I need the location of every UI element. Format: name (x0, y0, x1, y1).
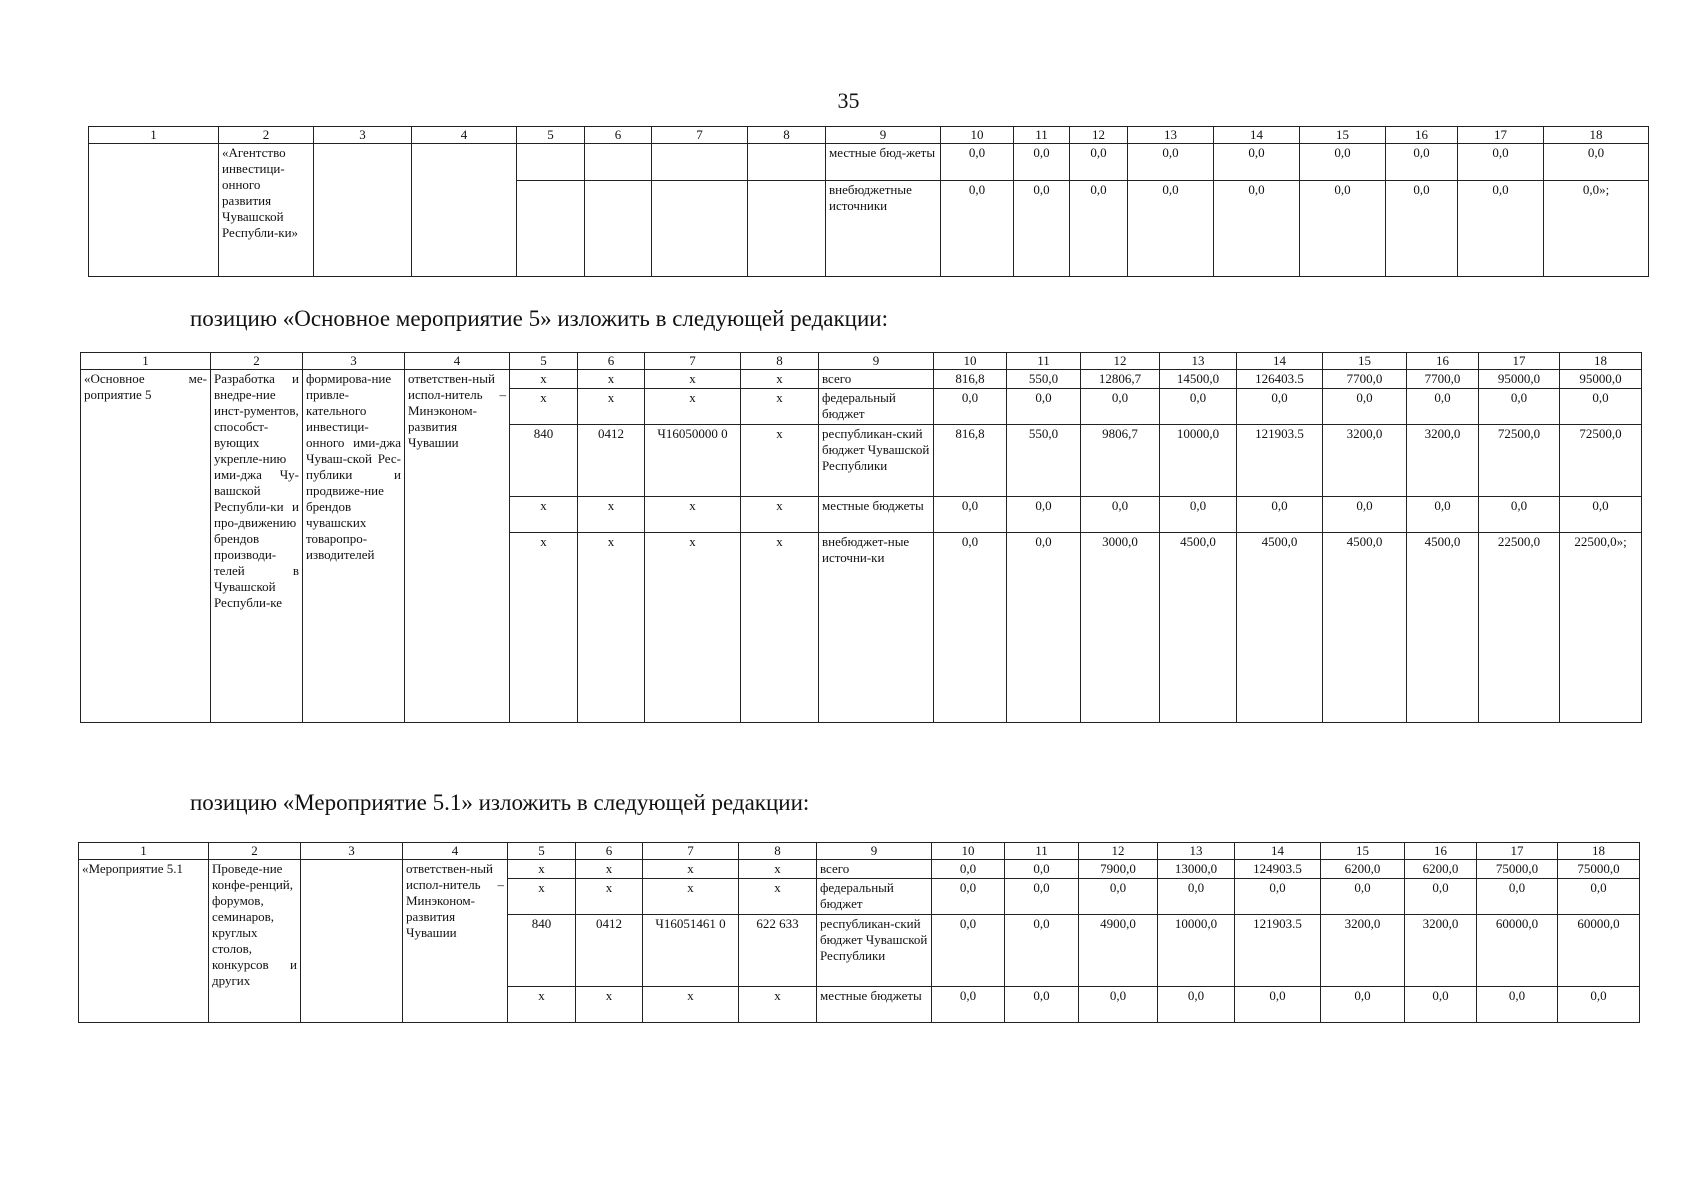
cell-value: 0,0 (1160, 389, 1237, 425)
cell-value: 121903.5 (1237, 425, 1323, 497)
cell-value: 7700,0 (1407, 370, 1479, 389)
cell-value: 0,0 (1081, 389, 1160, 425)
cell-value: 0,0 (1235, 987, 1321, 1023)
cell-col8: 622 633 (739, 915, 817, 987)
cell-activity-goal (301, 860, 403, 1023)
cell-col5 (517, 144, 585, 181)
cell-activity-description: Разработка и внедре-ние инст-рументов, способст-вующих укрепле-нию ими-джа Чу-вашской Республи-ки и про-движению брендов производи-телей в Чувашской Республи-ке (211, 370, 303, 723)
cell-col7: х (645, 389, 741, 425)
cell-col6: х (576, 879, 643, 915)
cell-value: 60000,0 (1477, 915, 1558, 987)
cell-value: 0,0 (1477, 987, 1558, 1023)
column-number-cell: 6 (585, 127, 652, 144)
cell-value: 4500,0 (1407, 533, 1479, 723)
cell-value: 0,0 (1407, 389, 1479, 425)
cell-value: 75000,0 (1558, 860, 1640, 879)
column-number-cell: 7 (652, 127, 748, 144)
column-number-cell: 6 (578, 353, 645, 370)
cell-value: 0,0 (1160, 497, 1237, 533)
column-number-cell: 1 (79, 843, 209, 860)
cell-value: 0,0 (1237, 497, 1323, 533)
cell-value: 13000,0 (1158, 860, 1235, 879)
cell-value: 6200,0 (1321, 860, 1405, 879)
cell-col7: х (645, 497, 741, 533)
column-number-cell: 17 (1477, 843, 1558, 860)
column-number-cell: 17 (1458, 127, 1544, 144)
cell-executor-agency: «Агентство инвестици-онного развития Чувашской Республи-ки» (219, 144, 314, 277)
column-number-cell: 5 (517, 127, 585, 144)
cell-value: 72500,0 (1479, 425, 1560, 497)
cell-value: 0,0 (934, 533, 1007, 723)
cell-value: 14500,0 (1160, 370, 1237, 389)
column-number-cell: 15 (1321, 843, 1405, 860)
column-number-cell: 11 (1007, 353, 1081, 370)
column-number-cell: 14 (1237, 353, 1323, 370)
cell-col5 (517, 180, 585, 276)
cell-value: 3200,0 (1407, 425, 1479, 497)
cell-value: 0,0 (932, 879, 1005, 915)
cell-value: 0,0 (1007, 533, 1081, 723)
column-number-cell: 12 (1079, 843, 1158, 860)
cell-value: 0,0 (1005, 915, 1079, 987)
column-number-cell: 5 (510, 353, 578, 370)
cell-col5: х (510, 533, 578, 723)
column-number-cell: 18 (1558, 843, 1640, 860)
cell-value: 0,0 (1458, 144, 1544, 181)
cell-col8: х (739, 879, 817, 915)
heading-activity-5-1: позицию «Мероприятие 5.1» изложить в следующей редакции: (190, 790, 810, 815)
column-number-cell: 3 (301, 843, 403, 860)
column-number-cell: 9 (826, 127, 941, 144)
cell-responsible-executor: ответствен-ный испол-нитель – Минэконом-развития Чувашии (405, 370, 510, 723)
cell-value: 10000,0 (1158, 915, 1235, 987)
cell-value: 0,0 (1070, 144, 1128, 181)
cell-source: местные бюд-жеты (826, 144, 941, 181)
cell-value: 0,0 (932, 987, 1005, 1023)
cell-col7: Ч16051461 0 (643, 915, 739, 987)
column-number-cell: 12 (1070, 127, 1128, 144)
cell-value: 0,0 (1007, 389, 1081, 425)
column-number-cell: 11 (1005, 843, 1079, 860)
cell-value: 0,0 (1235, 879, 1321, 915)
cell-value: 0,0 (1321, 987, 1405, 1023)
cell-value: 0,0 (1558, 879, 1640, 915)
cell-col8: х (741, 425, 819, 497)
cell-source: всего (819, 370, 934, 389)
cell-value: 0,0 (1005, 987, 1079, 1023)
cell-value: 0,0 (1005, 860, 1079, 879)
column-number-cell: 10 (932, 843, 1005, 860)
cell-col6 (585, 180, 652, 276)
cell-source: местные бюджеты (819, 497, 934, 533)
cell-value: 3200,0 (1405, 915, 1477, 987)
cell-value: 124903.5 (1235, 860, 1321, 879)
cell-value: 0,0»; (1544, 180, 1649, 276)
column-number-cell: 12 (1081, 353, 1160, 370)
column-number-cell: 8 (748, 127, 826, 144)
cell-col7: х (643, 860, 739, 879)
cell-source: республикан-ский бюджет Чувашской Республики (819, 425, 934, 497)
column-number-cell: 11 (1014, 127, 1070, 144)
cell-value: 0,0 (941, 144, 1014, 181)
cell-col5: 840 (508, 915, 576, 987)
cell-col6: 0412 (576, 915, 643, 987)
cell-value: 10000,0 (1160, 425, 1237, 497)
cell-col5: 840 (510, 425, 578, 497)
cell-value: 4900,0 (1079, 915, 1158, 987)
cell-value: 0,0 (1214, 180, 1300, 276)
column-number-cell: 1 (81, 353, 211, 370)
cell-col6: х (576, 987, 643, 1023)
cell-col8: х (739, 987, 817, 1023)
page-number: 35 (837, 88, 860, 113)
cell-value: 0,0 (1479, 389, 1560, 425)
cell-source: внебюджетные источники (826, 180, 941, 276)
cell-activity-name: «Основное ме-роприятие 5 (81, 370, 211, 723)
cell-value: 550,0 (1007, 370, 1081, 389)
column-number-cell: 14 (1235, 843, 1321, 860)
cell-col6 (585, 144, 652, 181)
cell-value: 0,0 (1081, 497, 1160, 533)
cell-value: 0,0 (1477, 879, 1558, 915)
column-number-cell: 9 (819, 353, 934, 370)
cell-value: 0,0 (1386, 180, 1458, 276)
column-number-cell: 15 (1323, 353, 1407, 370)
cell-col7: х (645, 370, 741, 389)
cell-col3 (314, 144, 412, 277)
column-number-cell: 14 (1214, 127, 1300, 144)
cell-source: республикан-ский бюджет Чувашской Республики (817, 915, 932, 987)
column-number-row (89, 127, 1649, 144)
column-number-cell: 13 (1128, 127, 1214, 144)
cell-value: 0,0 (1405, 879, 1477, 915)
column-number-cell: 4 (412, 127, 517, 144)
cell-col5: х (510, 497, 578, 533)
cell-col7: Ч16050000 0 (645, 425, 741, 497)
cell-value: 0,0 (1214, 144, 1300, 181)
column-number-cell: 8 (739, 843, 817, 860)
cell-value: 4500,0 (1323, 533, 1407, 723)
column-number-cell: 18 (1544, 127, 1649, 144)
table-main-activity-5 (80, 352, 1642, 723)
cell-activity-description: Проведе-ние конфе-ренций, форумов, семинаров, круглых столов, конкурсов и других (209, 860, 301, 1023)
cell-value: 550,0 (1007, 425, 1081, 497)
cell-col7 (652, 180, 748, 276)
cell-value: 0,0 (1405, 987, 1477, 1023)
column-number-row (79, 843, 1640, 860)
cell-value: 12806,7 (1081, 370, 1160, 389)
cell-source: внебюджет-ные источни-ки (819, 533, 934, 723)
cell-value: 0,0 (1479, 497, 1560, 533)
cell-value: 22500,0 (1479, 533, 1560, 723)
cell-value: 3200,0 (1321, 915, 1405, 987)
column-number-cell: 2 (211, 353, 303, 370)
cell-col6: х (578, 533, 645, 723)
cell-col8: х (741, 389, 819, 425)
column-number-cell: 17 (1479, 353, 1560, 370)
cell-value: 0,0 (1128, 180, 1214, 276)
cell-col6: х (578, 497, 645, 533)
cell-activity-goal: формирова-ние привле-кательного инвестици-онного ими-джа Чуваш-ской Рес-публики и продвиже-ние брендов чувашских товаропро-изводителей (303, 370, 405, 723)
cell-value: 6200,0 (1405, 860, 1477, 879)
table-row (89, 144, 1649, 181)
cell-value: 0,0 (1128, 144, 1214, 181)
cell-value: 0,0 (1079, 987, 1158, 1023)
cell-col7: х (643, 987, 739, 1023)
cell-col8 (748, 144, 826, 181)
cell-value: 4500,0 (1237, 533, 1323, 723)
cell-value: 0,0 (1070, 180, 1128, 276)
cell-value: 0,0 (1458, 180, 1544, 276)
cell-value: 0,0 (1560, 389, 1642, 425)
cell-value: 0,0 (1407, 497, 1479, 533)
column-number-cell: 10 (934, 353, 1007, 370)
cell-col6: х (578, 389, 645, 425)
cell-value: 0,0 (1300, 144, 1386, 181)
table-agency-continuation (88, 126, 1649, 277)
column-number-cell: 5 (508, 843, 576, 860)
cell-value: 0,0 (1014, 144, 1070, 181)
table-row (81, 370, 1642, 389)
cell-col8: х (739, 860, 817, 879)
cell-col6: 0412 (578, 425, 645, 497)
cell-value: 0,0 (932, 860, 1005, 879)
cell-value: 0,0 (1300, 180, 1386, 276)
cell-value: 22500,0»; (1560, 533, 1642, 723)
cell-col8: х (741, 497, 819, 533)
column-number-cell: 13 (1160, 353, 1237, 370)
cell-responsible-executor: ответствен-ный испол-нитель – Минэконом-развития Чувашии (403, 860, 508, 1023)
cell-value: 4500,0 (1160, 533, 1237, 723)
column-number-cell: 8 (741, 353, 819, 370)
cell-value: 0,0 (1323, 389, 1407, 425)
cell-value: 0,0 (1560, 497, 1642, 533)
column-number-cell: 18 (1560, 353, 1642, 370)
cell-value: 9806,7 (1081, 425, 1160, 497)
cell-source: федеральный бюджет (819, 389, 934, 425)
cell-value: 816,8 (934, 425, 1007, 497)
cell-col6: х (576, 860, 643, 879)
cell-col7: х (643, 879, 739, 915)
column-number-cell: 16 (1407, 353, 1479, 370)
cell-value: 0,0 (1079, 879, 1158, 915)
column-number-cell: 3 (303, 353, 405, 370)
cell-col5: х (508, 879, 576, 915)
cell-value: 72500,0 (1560, 425, 1642, 497)
column-number-cell: 6 (576, 843, 643, 860)
cell-source: местные бюджеты (817, 987, 932, 1023)
cell-value: 816,8 (934, 370, 1007, 389)
cell-source: всего (817, 860, 932, 879)
cell-value: 0,0 (1386, 144, 1458, 181)
column-number-cell: 2 (209, 843, 301, 860)
cell-value: 0,0 (1158, 987, 1235, 1023)
column-number-cell: 2 (219, 127, 314, 144)
cell-value: 0,0 (934, 497, 1007, 533)
column-number-cell: 4 (403, 843, 508, 860)
column-number-cell: 3 (314, 127, 412, 144)
table-row (79, 860, 1640, 879)
cell-col5: х (508, 987, 576, 1023)
cell-value: 0,0 (941, 180, 1014, 276)
cell-col5: х (510, 370, 578, 389)
cell-col6: х (578, 370, 645, 389)
cell-value: 0,0 (1321, 879, 1405, 915)
column-number-cell: 4 (405, 353, 510, 370)
cell-value: 95000,0 (1560, 370, 1642, 389)
cell-value: 0,0 (1014, 180, 1070, 276)
cell-value: 7900,0 (1079, 860, 1158, 879)
column-number-cell: 7 (645, 353, 741, 370)
column-number-cell: 7 (643, 843, 739, 860)
table-activity-5-1 (78, 842, 1640, 1023)
cell-value: 126403.5 (1237, 370, 1323, 389)
cell-value: 0,0 (1544, 144, 1649, 181)
cell-value: 0,0 (934, 389, 1007, 425)
column-number-cell: 9 (817, 843, 932, 860)
column-number-cell: 16 (1405, 843, 1477, 860)
cell-col5: х (510, 389, 578, 425)
cell-value: 121903.5 (1235, 915, 1321, 987)
cell-col4 (412, 144, 517, 277)
cell-value: 75000,0 (1477, 860, 1558, 879)
column-number-cell: 15 (1300, 127, 1386, 144)
cell-value: 0,0 (1237, 389, 1323, 425)
column-number-cell: 1 (89, 127, 219, 144)
cell-col8: х (741, 533, 819, 723)
cell-value: 0,0 (932, 915, 1005, 987)
cell-value: 7700,0 (1323, 370, 1407, 389)
cell-col8: х (741, 370, 819, 389)
heading-main-activity-5: позицию «Основное мероприятие 5» изложить в следующей редакции: (190, 306, 888, 331)
column-number-row (81, 353, 1642, 370)
cell-col8 (748, 180, 826, 276)
cell-col1 (89, 144, 219, 277)
cell-source: федеральный бюджет (817, 879, 932, 915)
cell-value: 0,0 (1323, 497, 1407, 533)
column-number-cell: 10 (941, 127, 1014, 144)
cell-value: 0,0 (1558, 987, 1640, 1023)
cell-value: 0,0 (1005, 879, 1079, 915)
cell-value: 95000,0 (1479, 370, 1560, 389)
cell-value: 3000,0 (1081, 533, 1160, 723)
cell-activity-name: «Мероприятие 5.1 (79, 860, 209, 1023)
cell-col7: х (645, 533, 741, 723)
cell-value: 3200,0 (1323, 425, 1407, 497)
cell-value: 0,0 (1158, 879, 1235, 915)
cell-col7 (652, 144, 748, 181)
cell-value: 0,0 (1007, 497, 1081, 533)
column-number-cell: 16 (1386, 127, 1458, 144)
cell-col5: х (508, 860, 576, 879)
cell-value: 60000,0 (1558, 915, 1640, 987)
column-number-cell: 13 (1158, 843, 1235, 860)
